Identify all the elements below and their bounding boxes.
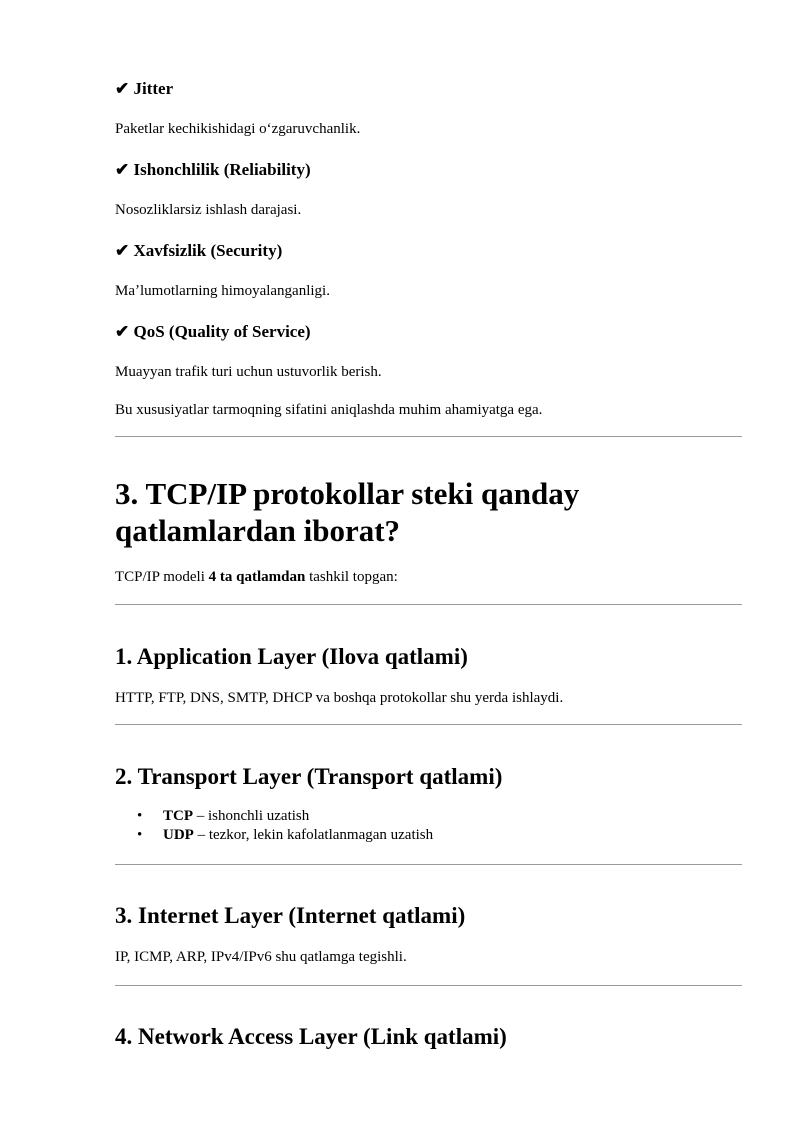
- property-description: Maʼlumotlarning himoyalanganligi.: [115, 283, 330, 299]
- section-heading: [115, 475, 579, 549]
- property-title: [115, 160, 311, 180]
- layer-text-application: HTTP, FTP, DNS, SMTP, DHCP va boshqa protokollar shu yerda ishlaydi.: [115, 690, 564, 706]
- bullet-icon: •: [137, 808, 143, 824]
- property-name: Xavfsizlik (Security): [133, 241, 283, 260]
- divider: [115, 864, 742, 865]
- checkmark-icon: ✔: [115, 79, 130, 98]
- divider: [115, 724, 742, 725]
- intro-bold-text: 4 ta qatlamdan: [208, 569, 306, 585]
- checkmark-icon: ✔: [115, 241, 130, 260]
- intro-text: TCP/IP modeli: [115, 569, 209, 585]
- layer-heading-transport: 2. Transport Layer (Transport qatlami): [115, 764, 503, 789]
- protocol-term: UDP: [163, 827, 194, 843]
- property-title: [115, 79, 173, 99]
- property-name: Ishonchlilik (Reliability): [133, 160, 311, 179]
- layer-heading-internet: 3. Internet Layer (Internet qatlami): [115, 903, 466, 928]
- divider: [115, 436, 742, 437]
- property-description: Muayyan trafik turi uchun ustuvorlik berish.: [115, 364, 382, 380]
- divider: [115, 985, 742, 986]
- layer-text-internet: IP, ICMP, ARP, IPv4/IPv6 shu qatlamga tegishli.: [115, 949, 407, 965]
- layer-heading-network-access: 4. Network Access Layer (Link qatlami): [115, 1024, 507, 1049]
- section-intro: [115, 568, 398, 586]
- protocol-description: – ishonchli uzatish: [193, 808, 310, 824]
- protocol-description: – tezkor, lekin kafolatlanmagan uzatish: [193, 827, 434, 843]
- section-heading-line1: 3. TCP/IP protokollar steki qanday: [115, 476, 580, 511]
- property-description: Paketlar kechikishidagi oʻzgaruvchanlik.: [115, 121, 361, 137]
- summary-text: Bu xususiyatlar tarmoqning sifatini aniqlashda muhim ahamiyatga ega.: [115, 402, 543, 418]
- property-title: [115, 241, 282, 261]
- property-description: Nosozliklarsiz ishlash darajasi.: [115, 202, 302, 218]
- checkmark-icon: ✔: [115, 322, 130, 341]
- list-item: [115, 826, 433, 845]
- bullet-icon: •: [137, 827, 143, 843]
- protocol-term: TCP: [163, 808, 193, 824]
- property-name: Jitter: [133, 79, 174, 98]
- property-name: QoS (Quality of Service): [133, 322, 311, 341]
- transport-protocol-list: [115, 807, 433, 845]
- intro-text-end: tashkil topgan:: [305, 569, 398, 585]
- divider: [115, 604, 742, 605]
- list-item: [115, 807, 433, 826]
- layer-heading-application: 1. Application Layer (Ilova qatlami): [115, 644, 468, 669]
- checkmark-icon: ✔: [115, 160, 130, 179]
- property-title: [115, 322, 311, 342]
- section-heading-line2: qatlamlardan iborat?: [115, 513, 401, 548]
